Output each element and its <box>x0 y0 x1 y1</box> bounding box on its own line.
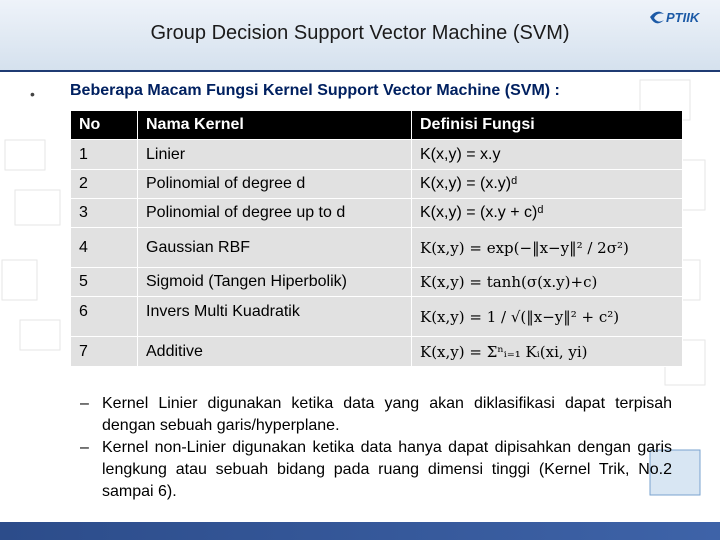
header-divider <box>0 70 720 72</box>
cell-kernel-name: Polinomial of degree d <box>138 170 412 199</box>
logo-text: PTIIK <box>666 10 700 25</box>
cell-definition: K(x,y) = tanh(σ(x.y)+c) <box>412 268 683 297</box>
background-decoration-left <box>0 120 70 420</box>
cell-kernel-name: Additive <box>138 337 412 367</box>
header-no: No <box>71 111 138 140</box>
header-definition: Definisi Fungsi <box>412 111 683 140</box>
cell-no: 6 <box>71 297 138 337</box>
kernel-table <box>70 110 683 367</box>
table-row <box>71 170 683 199</box>
note-text: Kernel Linier digunakan ketika data yang akan diklasifikasi dapat terpisah dengan sebuah garis/hyperplane. <box>102 395 672 434</box>
list-item <box>80 393 672 437</box>
cell-no: 3 <box>71 199 138 228</box>
cell-no: 7 <box>71 337 138 367</box>
cell-no: 5 <box>71 268 138 297</box>
cell-definition: K(x,y) = (x.y)ᵈ <box>412 170 683 199</box>
dash-marker: – <box>80 439 89 456</box>
note-text: Kernel non-Linier digunakan ketika data hanya dapat dipisahkan dengan garis lengkung atau sebuah bidang pada ruang dimensi tinggi (Kernel Trik, No.2 sampai 6). <box>102 439 672 500</box>
bullet-icon: • <box>30 86 35 102</box>
section-heading: Beberapa Macam Fungsi Kernel Support Vector Machine (SVM) : <box>70 82 560 99</box>
table-row <box>71 140 683 170</box>
cell-definition: K(x,y) = x.y <box>412 140 683 170</box>
cell-definition: K(x,y) = (x.y + c)ᵈ <box>412 199 683 228</box>
cell-kernel-name: Sigmoid (Tangen Hiperbolik) <box>138 268 412 297</box>
table-row <box>71 199 683 228</box>
table-row <box>71 268 683 297</box>
cell-definition: K(x,y) = exp(−‖x−y‖² / 2σ²) <box>412 228 683 268</box>
cell-kernel-name: Invers Multi Kuadratik <box>138 297 412 337</box>
table-row <box>71 297 683 337</box>
cell-kernel-name: Gaussian RBF <box>138 228 412 268</box>
cell-no: 4 <box>71 228 138 268</box>
slide-footer-bar <box>0 522 720 540</box>
cell-kernel-name: Linier <box>138 140 412 170</box>
table-row <box>71 228 683 268</box>
dash-marker: – <box>80 395 89 412</box>
cell-no: 1 <box>71 140 138 170</box>
table-header-row <box>71 111 683 140</box>
ptiik-logo <box>648 8 716 28</box>
cell-definition: K(x,y) = Σⁿᵢ₌₁ Kᵢ(xi, yi) <box>412 337 683 367</box>
table-row <box>71 337 683 367</box>
slide-title: Group Decision Support Vector Machine (SVM) <box>150 22 570 44</box>
header-kernel-name: Nama Kernel <box>138 111 412 140</box>
list-item <box>80 437 672 503</box>
cell-kernel-name: Polinomial of degree up to d <box>138 199 412 228</box>
cell-no: 2 <box>71 170 138 199</box>
logo-swirl-icon <box>648 8 666 26</box>
notes-list <box>80 393 672 503</box>
cell-definition: K(x,y) = 1 / √(‖x−y‖² + c²) <box>412 297 683 337</box>
